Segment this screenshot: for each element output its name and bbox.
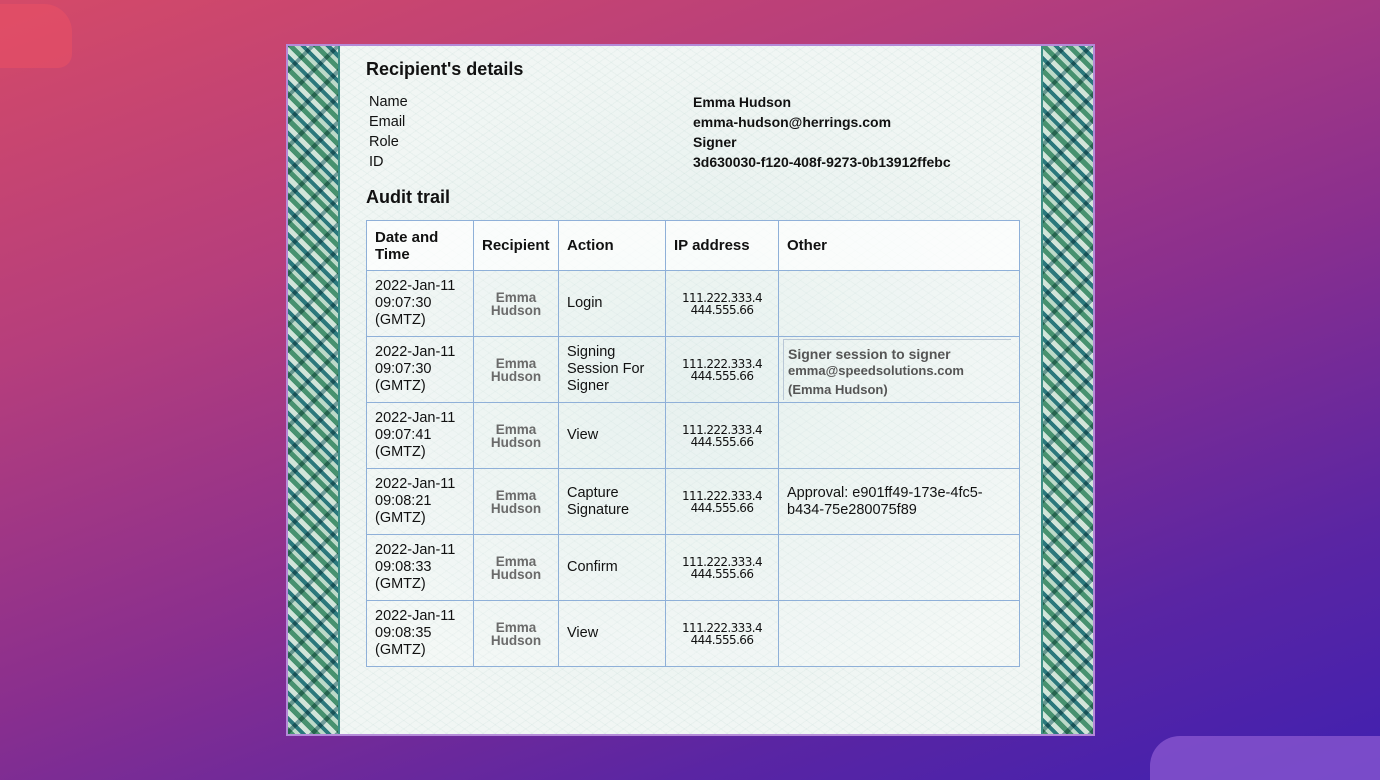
action-cell: Login (559, 271, 666, 337)
recipient-cell (474, 535, 559, 601)
ip-line: 444.555.66 (690, 434, 754, 449)
detail-value: 3d630030-f120-408f-9273-0b13912ffebc (693, 154, 951, 170)
table-row (367, 535, 1020, 601)
time-text: 09:07:30 (375, 295, 432, 311)
recipient-last: Hudson (490, 566, 542, 582)
recipient-cell (474, 271, 559, 337)
background-blob (1150, 736, 1380, 780)
audit-trail-title: Audit trail (366, 187, 450, 207)
other-cell: Approval: e901ff49-173e-4fc5-b434-75e280075f89 (779, 469, 1020, 535)
column-header-other: Other (779, 221, 1020, 271)
recipient-last: Hudson (490, 500, 542, 516)
ip-line: 111.222.333.4 (682, 620, 762, 635)
timezone-text: (GMTZ) (375, 444, 426, 460)
action-cell: View (559, 403, 666, 469)
column-header-date: Date and Time (367, 221, 474, 271)
time-text: 09:08:35 (375, 625, 432, 641)
other-cell (779, 337, 1020, 403)
recipient-cell (474, 403, 559, 469)
detail-value: emma-hudson@herrings.com (693, 114, 892, 130)
column-header-recipient: Recipient (474, 221, 559, 271)
date-text: 2022-Jan-11 (375, 542, 456, 558)
action-cell: Confirm (559, 535, 666, 601)
date-cell (367, 469, 474, 535)
ip-cell (666, 601, 779, 667)
action-cell: Signing Session For Signer (559, 337, 666, 403)
action-cell: Capture Signature (559, 469, 666, 535)
detail-label: Role (369, 134, 399, 150)
recipient-cell (474, 601, 559, 667)
recipient-first: Emma (495, 487, 537, 503)
background-blob (0, 4, 72, 68)
detail-row-email (366, 112, 1020, 132)
date-cell (367, 271, 474, 337)
date-cell (367, 337, 474, 403)
date-cell (367, 601, 474, 667)
audit-header-row (367, 221, 1020, 271)
detail-row-id (366, 152, 1020, 172)
timezone-text: (GMTZ) (375, 510, 426, 526)
time-text: 09:07:41 (375, 427, 432, 443)
timezone-text: (GMTZ) (375, 576, 426, 592)
detail-row-role (366, 132, 1020, 152)
other-cell (779, 601, 1020, 667)
recipient-first: Emma (495, 619, 537, 635)
decorative-border-right (1041, 46, 1093, 734)
timezone-text: (GMTZ) (375, 312, 426, 328)
ip-cell (666, 403, 779, 469)
timezone-text: (GMTZ) (375, 642, 426, 658)
detail-label: ID (369, 154, 384, 170)
recipient-details-title: Recipient's details (366, 59, 524, 79)
document-content (366, 56, 1020, 667)
signer-session-email: emma@speedsolutions.com (788, 363, 964, 378)
recipient-first: Emma (495, 355, 537, 371)
ip-line: 444.555.66 (690, 566, 754, 581)
action-cell: View (559, 601, 666, 667)
ip-line: 444.555.66 (690, 632, 754, 647)
ip-line: 111.222.333.4 (682, 422, 762, 437)
recipient-first: Emma (495, 421, 537, 437)
audit-trail-table (366, 220, 1020, 667)
ip-line: 444.555.66 (690, 368, 754, 383)
ip-line: 444.555.66 (690, 500, 754, 515)
ip-line: 111.222.333.4 (682, 554, 762, 569)
date-text: 2022-Jan-11 (375, 410, 456, 426)
detail-value: Signer (693, 134, 737, 150)
time-text: 09:08:33 (375, 559, 432, 575)
recipient-details-table (366, 92, 1020, 172)
recipient-first: Emma (495, 553, 537, 569)
table-row (367, 337, 1020, 403)
detail-label: Name (369, 94, 408, 110)
time-text: 09:08:21 (375, 493, 432, 509)
column-header-ip: IP address (666, 221, 779, 271)
recipient-cell (474, 337, 559, 403)
date-cell (367, 535, 474, 601)
time-text: 09:07:30 (375, 361, 432, 377)
table-row (367, 469, 1020, 535)
ip-line: 444.555.66 (690, 302, 754, 317)
date-text: 2022-Jan-11 (375, 476, 456, 492)
recipient-first: Emma (495, 289, 537, 305)
recipient-cell (474, 469, 559, 535)
signer-session-note (783, 339, 1011, 400)
recipient-last: Hudson (490, 632, 542, 648)
ip-line: 111.222.333.4 (682, 356, 762, 371)
table-row (367, 403, 1020, 469)
ip-cell (666, 337, 779, 403)
signer-session-heading: Signer session to signer (788, 346, 951, 362)
other-cell (779, 535, 1020, 601)
certificate-document (286, 44, 1095, 736)
table-row (367, 601, 1020, 667)
other-cell (779, 271, 1020, 337)
other-cell (779, 403, 1020, 469)
decorative-border-left (288, 46, 340, 734)
column-header-action: Action (559, 221, 666, 271)
signer-session-name: (Emma Hudson) (788, 382, 888, 397)
recipient-last: Hudson (490, 434, 542, 450)
recipient-last: Hudson (490, 368, 542, 384)
date-text: 2022-Jan-11 (375, 608, 456, 624)
date-text: 2022-Jan-11 (375, 344, 456, 360)
detail-value: Emma Hudson (693, 94, 792, 110)
detail-row-name (366, 92, 1020, 112)
date-cell (367, 403, 474, 469)
timezone-text: (GMTZ) (375, 378, 426, 394)
ip-line: 111.222.333.4 (682, 290, 762, 305)
detail-label: Email (369, 114, 406, 130)
ip-line: 111.222.333.4 (682, 488, 762, 503)
ip-cell (666, 535, 779, 601)
ip-cell (666, 469, 779, 535)
recipient-last: Hudson (490, 302, 542, 318)
table-row (367, 271, 1020, 337)
date-text: 2022-Jan-11 (375, 278, 456, 294)
ip-cell (666, 271, 779, 337)
